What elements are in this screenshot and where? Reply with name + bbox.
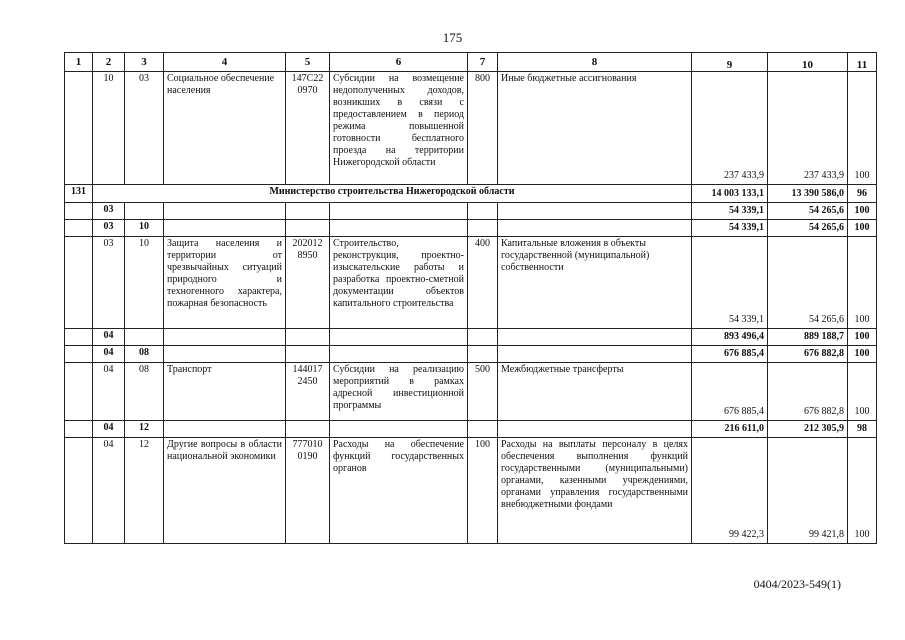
header-cell: 4: [164, 53, 286, 72]
cell-section: 04: [93, 329, 125, 346]
cell-subsection: 10: [125, 237, 164, 329]
cell-plan: 54 339,1: [692, 203, 768, 220]
cell-percent: 100: [848, 438, 877, 544]
header-cell: 7: [468, 53, 498, 72]
cell-fact: 889 188,7: [768, 329, 848, 346]
cell-subsection: 03: [125, 72, 164, 185]
budget-table: [64, 52, 877, 544]
cell-fact: 676 882,8: [768, 363, 848, 421]
cell-target-name: Расходы на обеспечение функций государственных органов: [330, 438, 468, 544]
cell-fact: 54 265,6: [768, 220, 848, 237]
cell-type: 100: [468, 438, 498, 544]
cell-type-name: Капитальные вложения в объекты государственной (муниципальной) собственности: [498, 237, 692, 329]
header-cell: 10: [768, 53, 848, 72]
table-row: [65, 421, 877, 438]
cell-target: 202012 8950: [286, 237, 330, 329]
cell-fact: 54 265,6: [768, 203, 848, 220]
table-row: [65, 346, 877, 363]
cell-section: 04: [93, 363, 125, 421]
cell-1: [65, 72, 93, 185]
header-cell: 3: [125, 53, 164, 72]
cell-target-name: Субсидии на возмещение недополученных доходов, возникших в связи с предоставлением в период режима повышенной готовности бесплатного проезда на территории Нижегородской области: [330, 72, 468, 185]
table-row: [65, 363, 877, 421]
header-cell: 9: [692, 53, 768, 72]
cell-plan: 237 433,9: [692, 72, 768, 185]
cell-fact: 212 305,9: [768, 421, 848, 438]
cell-percent: 100: [848, 237, 877, 329]
cell-type-name: Расходы на выплаты персоналу в целях обеспечения выполнения функций государственными (муниципальными) органами, казенными учреждениями, органами управления государственными внебюджетными фондами: [498, 438, 692, 544]
cell-ministry-title: Министерство строительства Нижегородской области: [93, 185, 692, 203]
cell-fact: 54 265,6: [768, 237, 848, 329]
page-number: 175: [442, 30, 463, 45]
cell-plan: 14 003 133,1: [692, 185, 768, 203]
cell-percent: 100: [848, 220, 877, 237]
cell-type-name: Иные бюджетные ассигнования: [498, 72, 692, 185]
cell-percent: 98: [848, 421, 877, 438]
table-row: [65, 237, 877, 329]
cell-section: 04: [93, 346, 125, 363]
cell-ministry-code: 131: [65, 185, 93, 203]
cell-subsection: 10: [125, 220, 164, 237]
cell-percent: 100: [848, 363, 877, 421]
cell-subsection: 12: [125, 438, 164, 544]
header-cell: 5: [286, 53, 330, 72]
cell-percent: 96: [848, 185, 877, 203]
cell-subsection: 12: [125, 421, 164, 438]
cell-name: Защита населения и территории от чрезвычайных ситуаций природного и техногенного характера, пожарная безопасность: [164, 237, 286, 329]
cell-type: 800: [468, 72, 498, 185]
cell-subsection: 08: [125, 363, 164, 421]
table-row: [65, 203, 877, 220]
cell-fact: 13 390 586,0: [768, 185, 848, 203]
cell-fact: 237 433,9: [768, 72, 848, 185]
cell-plan: 216 611,0: [692, 421, 768, 438]
cell-target-name: Субсидии на реализацию мероприятий в рамках адресной инвестиционной программы: [330, 363, 468, 421]
header-cell: 6: [330, 53, 468, 72]
cell-plan: 54 339,1: [692, 220, 768, 237]
cell-target: 777010 0190: [286, 438, 330, 544]
cell-fact: 676 882,8: [768, 346, 848, 363]
cell-plan: 676 885,4: [692, 363, 768, 421]
cell-section: 03: [93, 237, 125, 329]
cell-section: 03: [93, 203, 125, 220]
cell-name: Социальное обеспечение населения: [164, 72, 286, 185]
header-cell: 8: [498, 53, 692, 72]
cell-percent: 100: [848, 346, 877, 363]
table-row: [65, 438, 877, 544]
cell-subsection: 08: [125, 346, 164, 363]
header-cell: 11: [848, 53, 877, 72]
cell-percent: 100: [848, 72, 877, 185]
cell-section: 10: [93, 72, 125, 185]
header-cell: 2: [93, 53, 125, 72]
cell-percent: 100: [848, 203, 877, 220]
cell-target: 147С22 0970: [286, 72, 330, 185]
cell-plan: 676 885,4: [692, 346, 768, 363]
cell-section: 04: [93, 421, 125, 438]
header-cell: 1: [65, 53, 93, 72]
cell-type: 400: [468, 237, 498, 329]
cell-name: Другие вопросы в области национальной экономики: [164, 438, 286, 544]
cell-type: 500: [468, 363, 498, 421]
table-row: [65, 185, 877, 203]
header-row: [65, 53, 877, 72]
cell-type-name: Межбюджетные трансферты: [498, 363, 692, 421]
cell-percent: 100: [848, 329, 877, 346]
cell-section: 04: [93, 438, 125, 544]
cell-plan: 54 339,1: [692, 237, 768, 329]
cell-fact: 99 421,8: [768, 438, 848, 544]
cell-plan: 893 496,4: [692, 329, 768, 346]
cell-target: 144017 2450: [286, 363, 330, 421]
cell-target-name: Строительство, реконструкция, проектно-изыскательские работы и разработка проектно-сметной документации объектов капитального строительства: [330, 237, 468, 329]
document-code: 0404/2023-549(1): [753, 577, 841, 591]
table-row: [65, 220, 877, 237]
cell-name: Транспорт: [164, 363, 286, 421]
table-row: [65, 72, 877, 185]
cell-plan: 99 422,3: [692, 438, 768, 544]
table-row: [65, 329, 877, 346]
cell-section: 03: [93, 220, 125, 237]
